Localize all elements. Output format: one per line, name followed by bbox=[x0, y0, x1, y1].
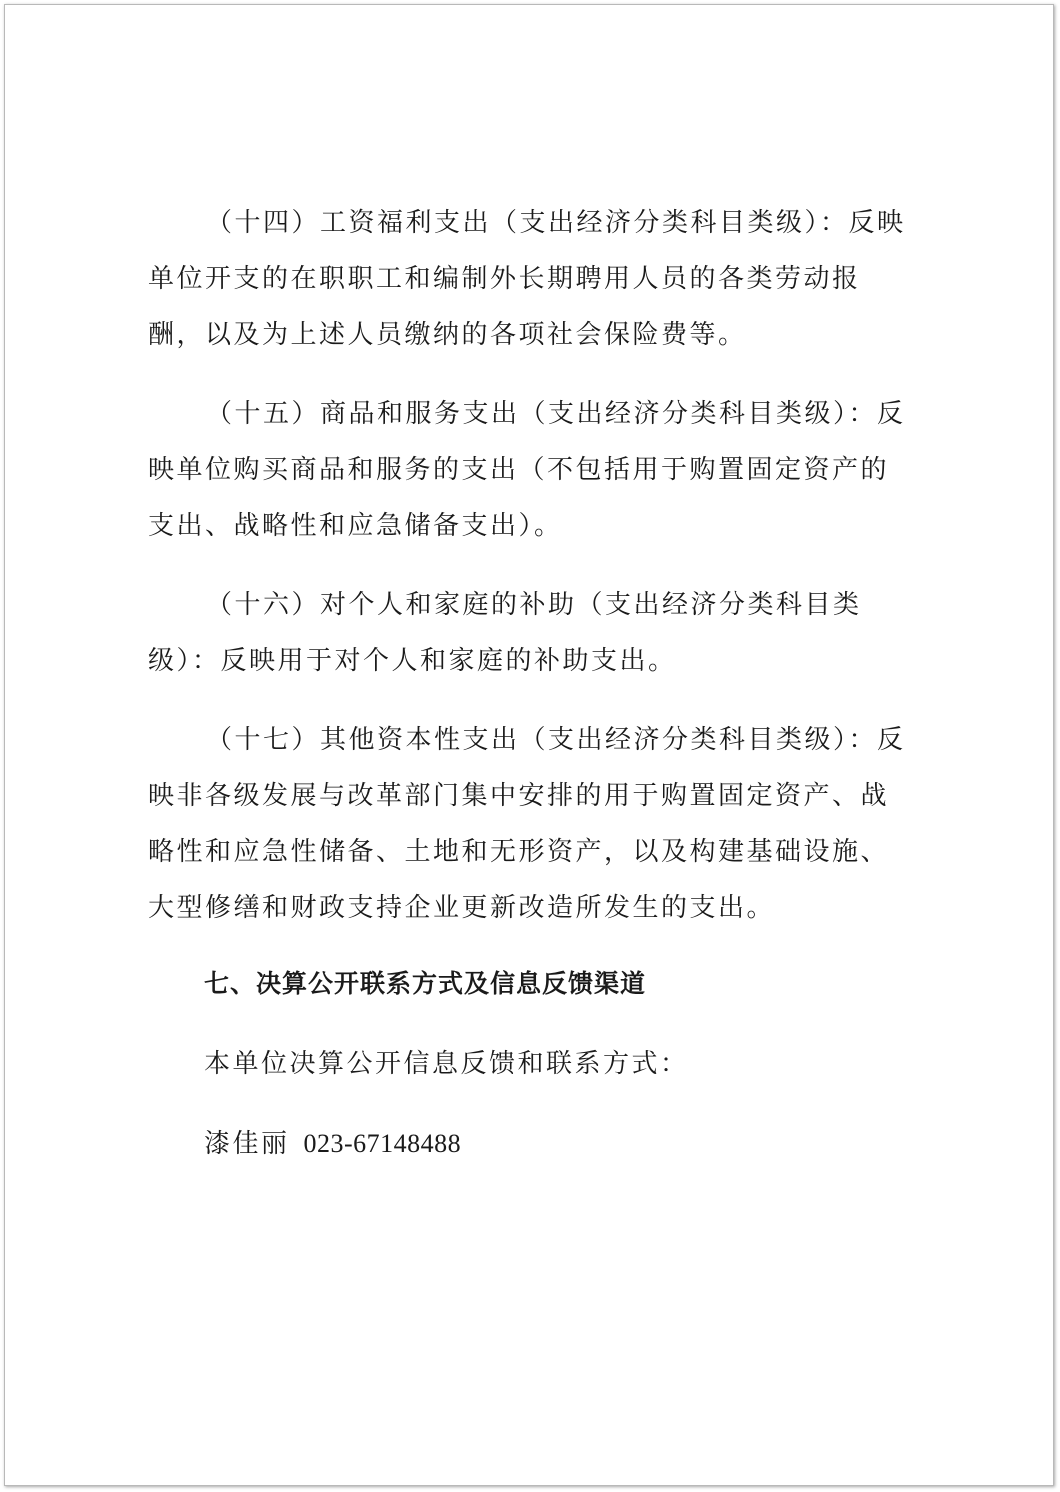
document-page bbox=[4, 4, 1054, 1486]
document-body bbox=[148, 195, 908, 1172]
contact-line bbox=[148, 1116, 908, 1172]
paragraph-item-16: （十六）对个人和家庭的补助（支出经济分类科目类级）：反映用于对个人和家庭的补助支出。 bbox=[148, 590, 862, 676]
contact-name: 漆佳丽 bbox=[204, 1129, 290, 1159]
section-heading: 七、决算公开联系方式及信息反馈渠道 bbox=[204, 969, 647, 998]
feedback-intro: 本单位决算公开信息反馈和联系方式： bbox=[204, 1049, 689, 1079]
paragraph-item-14: （十四）工资福利支出（支出经济分类科目类级）：反映单位开支的在职职工和编制外长期聘用人员的各类劳动报酬，以及为上述人员缴纳的各项社会保险费等。 bbox=[148, 208, 906, 350]
contact-phone: 023-67148488 bbox=[303, 1129, 462, 1158]
paragraph-item-17: （十七）其他资本性支出（支出经济分类科目类级）：反映非各级发展与改革部门集中安排的用于购置固定资产、战略性和应急性储备、土地和无形资产，以及构建基础设施、大型修缮和财政支持企业更新改造所发生的支出。 bbox=[148, 725, 906, 923]
paragraph-item-15: （十五）商品和服务支出（支出经济分类科目类级）：反映单位购买商品和服务的支出（不包括用于购置固定资产的支出、战略性和应急储备支出）。 bbox=[148, 399, 906, 541]
